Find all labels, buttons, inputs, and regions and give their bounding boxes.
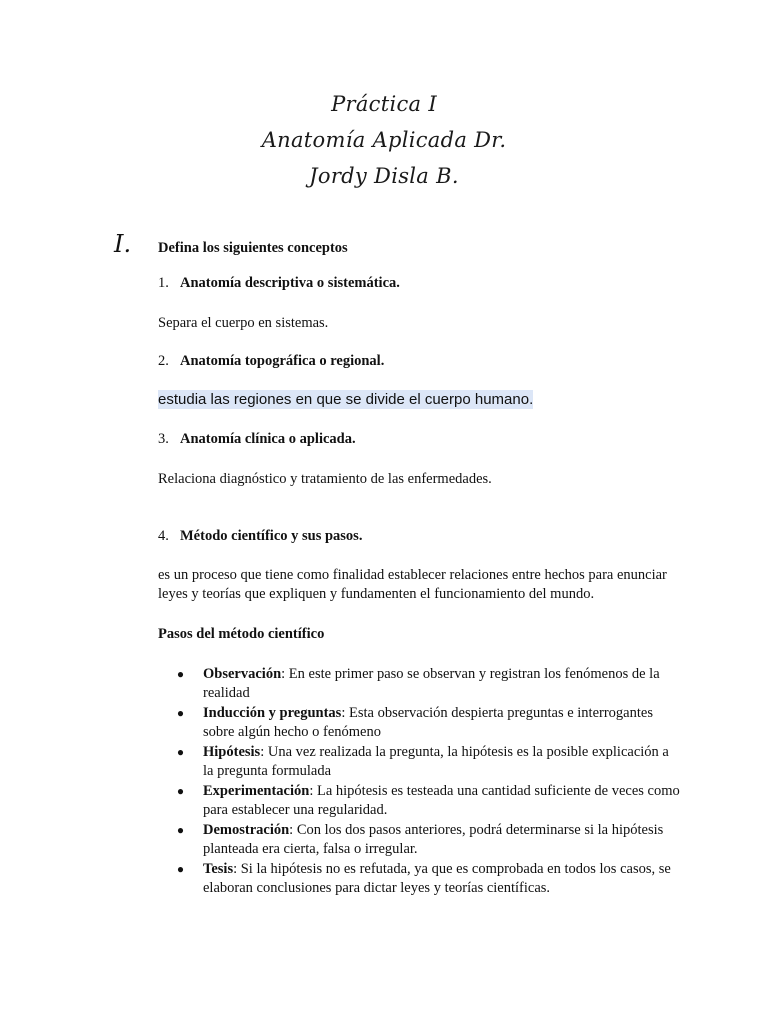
item-4-heading — [158, 527, 688, 546]
bullet-icon: ● — [176, 745, 185, 759]
item-number: 3. — [158, 431, 169, 447]
bullet-icon: ● — [176, 667, 185, 681]
item-4-answer: es un proceso que tiene como finalidad establecer relaciones entre hechos para enunciar leyes y teorías que expliquen y fundamenten el funcionamiento del mundo. — [158, 567, 667, 602]
bullet-icon: ● — [176, 706, 185, 720]
item-number: 4. — [158, 528, 169, 544]
section-heading — [114, 230, 714, 258]
item-heading-text: Anatomía topográfica o regional. — [180, 353, 385, 369]
steps-list — [158, 665, 688, 899]
document-title — [0, 86, 768, 194]
item-2-heading — [158, 352, 688, 371]
item-1-answer: Separa el cuerpo en sistemas. — [158, 315, 329, 331]
title-line-3: Jordy Disla B. — [309, 164, 459, 188]
list-item: ● Hipótesis: Una vez realizada la pregunta, la hipótesis es la posible explicación a la pregunta formulada — [158, 743, 688, 781]
item-3-heading — [158, 430, 688, 449]
list-item: ● Demostración: Con los dos pasos anteriores, podrá determinarse si la hipótesis planteada era cierta, falsa o irregular. — [158, 821, 688, 859]
list-item: ● Observación: En este primer paso se observan y registran los fenómenos de la realidad — [158, 665, 688, 703]
highlighted-answer: estudia las regiones en que se divide el cuerpo humano. — [158, 391, 534, 408]
section-title: Defina los siguientes conceptos — [158, 240, 348, 256]
item-heading-text: Anatomía descriptiva o sistemática. — [180, 275, 400, 291]
section-numeral: I. — [114, 230, 132, 258]
list-item: ● Tesis: Si la hipótesis no es refutada, ya que es comprobada en todos los casos, se elaboran conclusiones para dictar leyes y teorías científicas. — [158, 860, 688, 898]
item-number: 2. — [158, 353, 169, 369]
item-1-heading — [158, 274, 688, 293]
steps-heading: Pasos del método científico — [158, 626, 325, 642]
item-3-answer: Relaciona diagnóstico y tratamiento de las enfermedades. — [158, 471, 492, 487]
item-2-answer — [158, 390, 688, 410]
item-heading-text: Método científico y sus pasos. — [180, 528, 363, 544]
bullet-icon: ● — [176, 823, 185, 837]
title-line-2: Anatomía Aplicada Dr. — [261, 128, 507, 152]
list-item: ● Experimentación: La hipótesis es testeada una cantidad suficiente de veces como para establecer una regularidad. — [158, 782, 688, 820]
bullet-icon: ● — [176, 784, 185, 798]
bullet-icon: ● — [176, 862, 185, 876]
item-number: 1. — [158, 275, 169, 291]
title-line-1: Práctica I — [331, 92, 437, 116]
item-heading-text: Anatomía clínica o aplicada. — [180, 431, 356, 447]
list-item: ● Inducción y preguntas: Esta observación despierta preguntas e interrogantes sobre algún hecho o fenómeno — [158, 704, 688, 742]
